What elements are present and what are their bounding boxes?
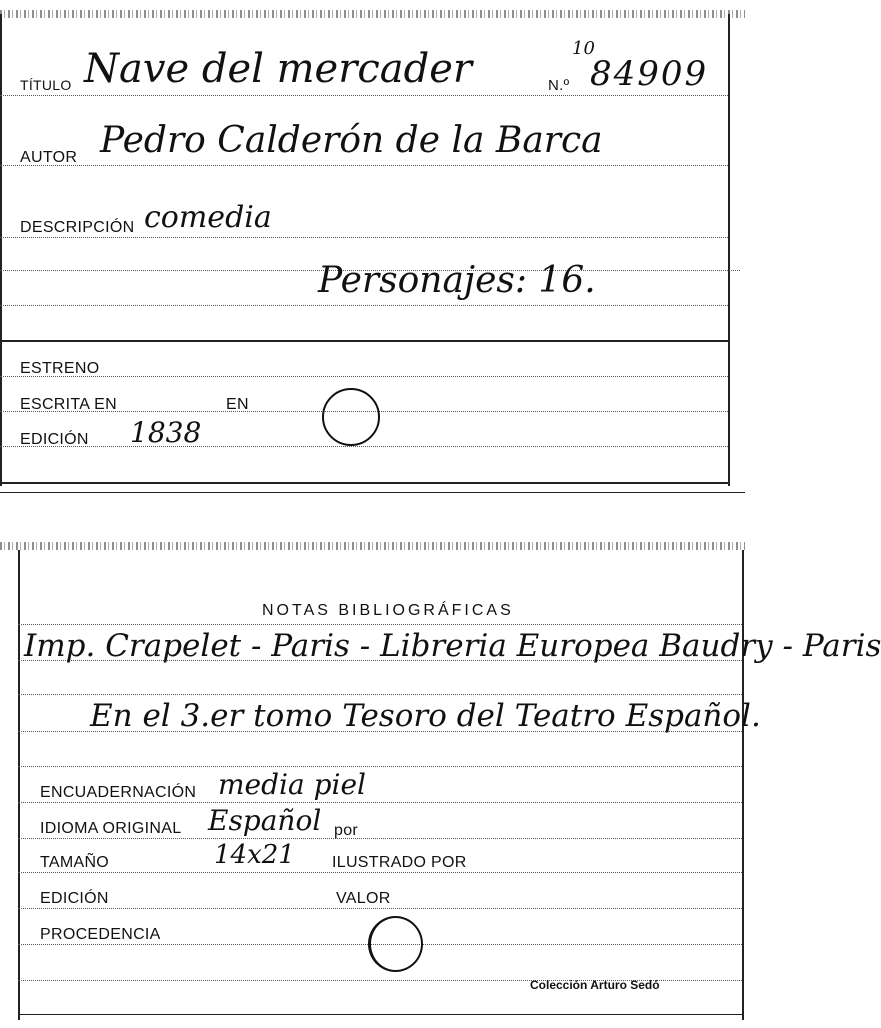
card-left-border <box>18 550 20 1020</box>
notas-heading: NOTAS BIBLIOGRÁFICAS <box>262 602 514 619</box>
rule-line <box>18 766 742 767</box>
rule-line <box>18 802 742 803</box>
edicion-value: 1838 <box>130 416 202 449</box>
descripcion-value: comedia <box>144 200 272 235</box>
rule-line <box>18 624 742 625</box>
rule-line <box>0 237 728 238</box>
rule-line <box>18 908 742 909</box>
escrita-label: ESCRITA EN <box>20 396 117 413</box>
note-line-2: En el 3.er tomo Tesoro del Teatro Español. <box>90 698 761 734</box>
rule-line <box>18 872 742 873</box>
idioma-label: IDIOMA ORIGINAL <box>40 820 182 837</box>
card-top-edge <box>0 542 745 550</box>
numero-value: 84909 <box>590 54 709 94</box>
titulo-value: Nave del mercader <box>84 46 472 92</box>
rule-line <box>0 305 728 306</box>
en-label: EN <box>226 396 249 413</box>
round-stamp <box>322 388 380 446</box>
estreno-label: ESTRENO <box>20 360 100 377</box>
note-line-1: Imp. Crapelet - Paris - Libreria Europea Baudry - Paris <box>24 628 881 664</box>
encuadernacion-value: media piel <box>218 768 366 801</box>
rule-line <box>0 376 728 377</box>
numero-mark: 10 <box>572 38 595 59</box>
valor-label: VALOR <box>336 890 391 907</box>
tamano-value: 14x21 <box>214 840 295 870</box>
tamano-label: TAMAÑO <box>40 854 110 871</box>
edicion-label: EDICIÓN <box>40 890 109 907</box>
numero-label: N.º <box>548 77 570 94</box>
personajes-value: Personajes: 16. <box>318 260 596 301</box>
rule-line <box>0 95 728 96</box>
por-label: por <box>334 822 359 839</box>
card-right-border <box>742 550 744 1020</box>
card-left-border <box>0 14 2 486</box>
encuadernacion-label: ENCUADERNACIÓN <box>40 784 197 801</box>
edicion-label: EDICIÓN <box>20 431 89 448</box>
rule-line <box>18 694 742 695</box>
rule-line <box>0 165 728 166</box>
rule-line-solid <box>0 340 728 342</box>
rule-line <box>18 838 742 839</box>
titulo-label: TÍTULO <box>20 77 72 93</box>
idioma-value: Español <box>208 804 322 837</box>
round-stamp <box>368 916 423 972</box>
card-bottom-edge <box>20 1014 742 1015</box>
ilustrado-label: ILUSTRADO POR <box>332 854 467 871</box>
descripcion-label: DESCRIPCIÓN <box>20 219 135 236</box>
autor-value: Pedro Calderón de la Barca <box>100 120 603 161</box>
card-right-border <box>728 14 730 486</box>
card-bottom-edge <box>0 492 745 493</box>
rule-line <box>0 446 728 447</box>
catalog-card-back <box>0 538 881 1028</box>
procedencia-label: PROCEDENCIA <box>40 926 161 943</box>
autor-label: AUTOR <box>20 149 78 166</box>
card-top-edge <box>0 10 745 18</box>
catalog-card-front <box>0 0 759 496</box>
collection-footer: Colección Arturo Sedó <box>530 978 660 992</box>
rule-line-solid <box>0 482 728 484</box>
